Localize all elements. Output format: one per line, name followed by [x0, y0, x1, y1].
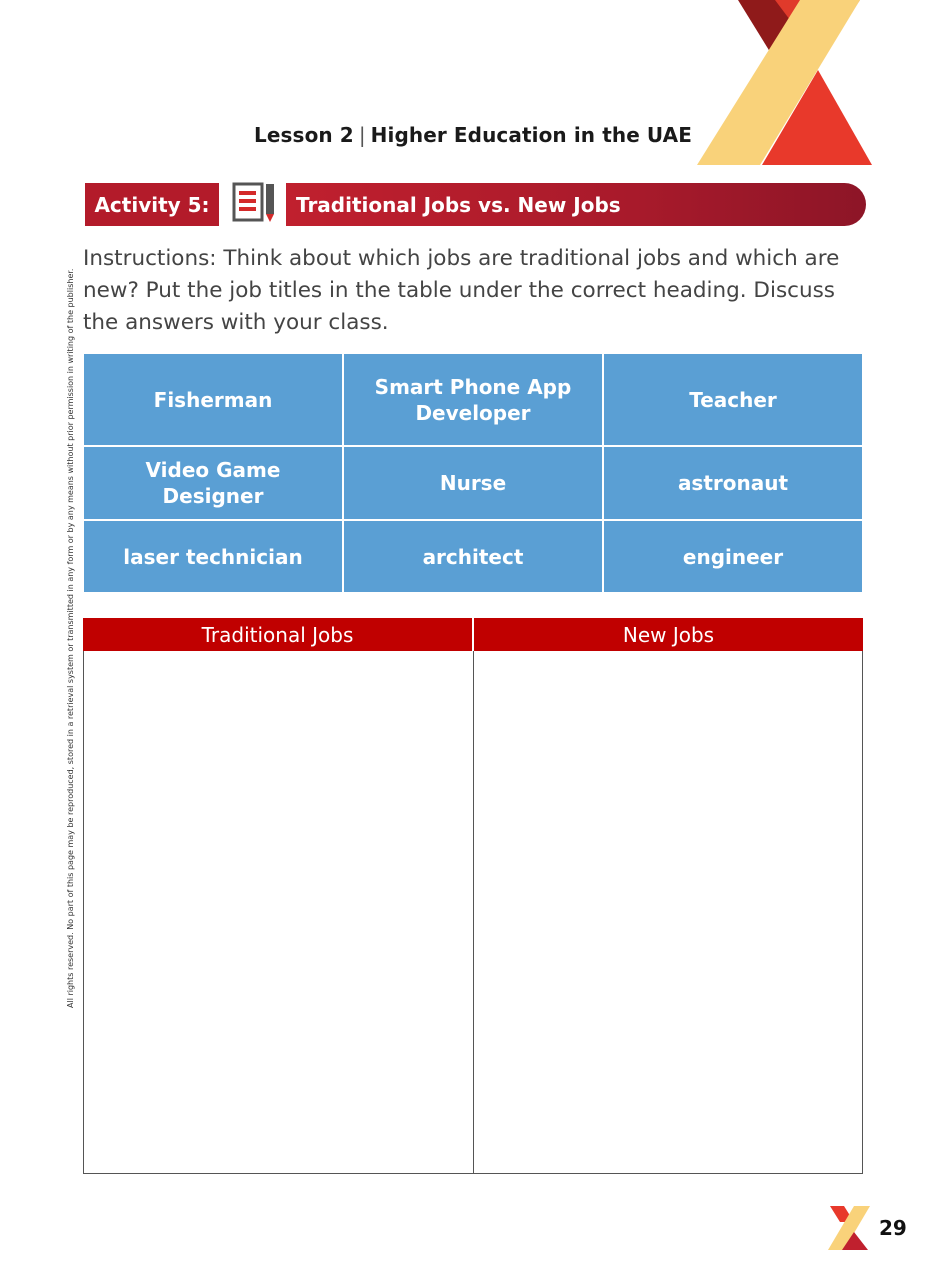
job-cell: Smart Phone App Developer	[344, 354, 602, 445]
instructions-text: Instructions: Think about which jobs are traditional jobs and which are new? Put the job titles in the table under the correct heading. Discuss the answers with your class.	[83, 246, 840, 335]
header-separator: |	[358, 123, 366, 147]
job-cell: Nurse	[344, 447, 602, 519]
job-word-bank	[84, 354, 862, 592]
job-cell: laser technician	[84, 521, 342, 592]
sorting-table	[83, 618, 863, 1175]
corner-decoration	[0, 0, 945, 180]
page-number: 29	[879, 1216, 907, 1240]
publisher-logo-icon	[828, 1206, 872, 1250]
lesson-header	[254, 123, 692, 147]
copyright-notice: All rights reserved. No part of this page may be reproduced, stored in a retrieval system or transmitted in any form or by any means without prior permission in writing of the publisher.	[66, 268, 75, 1008]
job-cell: architect	[344, 521, 602, 592]
activity-title: Traditional Jobs vs. New Jobs	[296, 192, 621, 217]
job-cell: astronaut	[604, 447, 862, 519]
activity-title-bar	[286, 183, 866, 226]
job-cell: Teacher	[604, 354, 862, 445]
new-jobs-header: New Jobs	[474, 618, 863, 651]
traditional-jobs-header: Traditional Jobs	[83, 618, 472, 651]
job-cell: engineer	[604, 521, 862, 592]
activity-label: Activity 5:	[85, 183, 219, 226]
new-jobs-answer-area[interactable]	[473, 651, 863, 1174]
job-cell: Video Game Designer	[84, 447, 342, 519]
traditional-jobs-answer-area[interactable]	[83, 651, 474, 1174]
lesson-label: Lesson 2	[254, 123, 354, 147]
worksheet-pencil-icon	[232, 180, 278, 226]
lesson-title: Higher Education in the UAE	[370, 123, 692, 147]
job-cell: Fisherman	[84, 354, 342, 445]
